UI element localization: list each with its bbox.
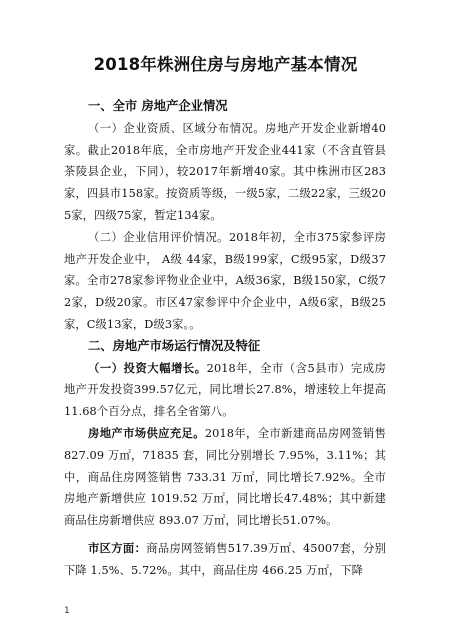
paragraph-lead: （一）投资大幅增长。 [88,361,207,375]
paragraph-investment [64,358,386,423]
page-number: 1 [64,606,70,616]
paragraph-urban-area [64,538,386,582]
paragraph-text: 2018年初，全市375家参评房地产开发企业中， A级 44家，B级199家，C级95家，D级37家。全市278家参评物业企业中，A级36家，B级150家，C级72家，D级20家。市区47家参评中介企业中，A级6家，B级25家，C级13家，D级3家。。 [64,230,386,331]
paragraph-credit-rating [64,227,386,336]
paragraph-lead: 市区方面： [88,541,147,555]
document-title: 2018年株洲住房与房地产基本情况 [93,55,358,74]
section-heading-enterprises: 一、全市 房地产企业情况 [88,99,228,113]
paragraph-lead: （一）企业资质、区域分布情况。 [88,121,266,135]
document-body [64,96,386,582]
paragraph-text: 2018年，全市新建商品房网签销售 827.09 万㎡，71835 套，同比分别增长 7.95%，3.11%；其中，商品住房网签销售 733.31 万㎡，同比增长7.92%。全市房地产新增供应 1019.52 万㎡，同比增长47.48%；其中新建商品住房新增供应 893.07 万㎡，同比增长51.07%。 [64,426,386,528]
paragraph-qualification [64,118,386,227]
paragraph-text: 商品房网签销售517.39万㎡、45007套，分别下降 1.5%、5.72%。其中，商品住房 466.25 万㎡，下降 [64,541,386,577]
paragraph-supply [64,423,386,532]
paragraph-text: 房地产开发企业新增40家。截止2018年底，全市房地产开发企业441家（不含直管县茶陵县企业，下同），较2017年新增40家。其中株洲市区283家，四县市158家。按资质等级，一级5家，二级22家，三级205家，四级75家，暂定134家。 [64,121,386,222]
paragraph-lead: （二）企业信用评价情况。 [88,230,229,244]
paragraph-lead: 房地产市场供应充足。 [88,426,205,440]
section-heading-market: 二、房地产市场运行情况及特征 [88,338,261,353]
paragraph-text: 2018年，全市（含5县市）完成房地产开发投资399.57亿元，同比增长27.8%，增速较上年提高11.68个百分点，排名全省第八。 [64,361,386,419]
